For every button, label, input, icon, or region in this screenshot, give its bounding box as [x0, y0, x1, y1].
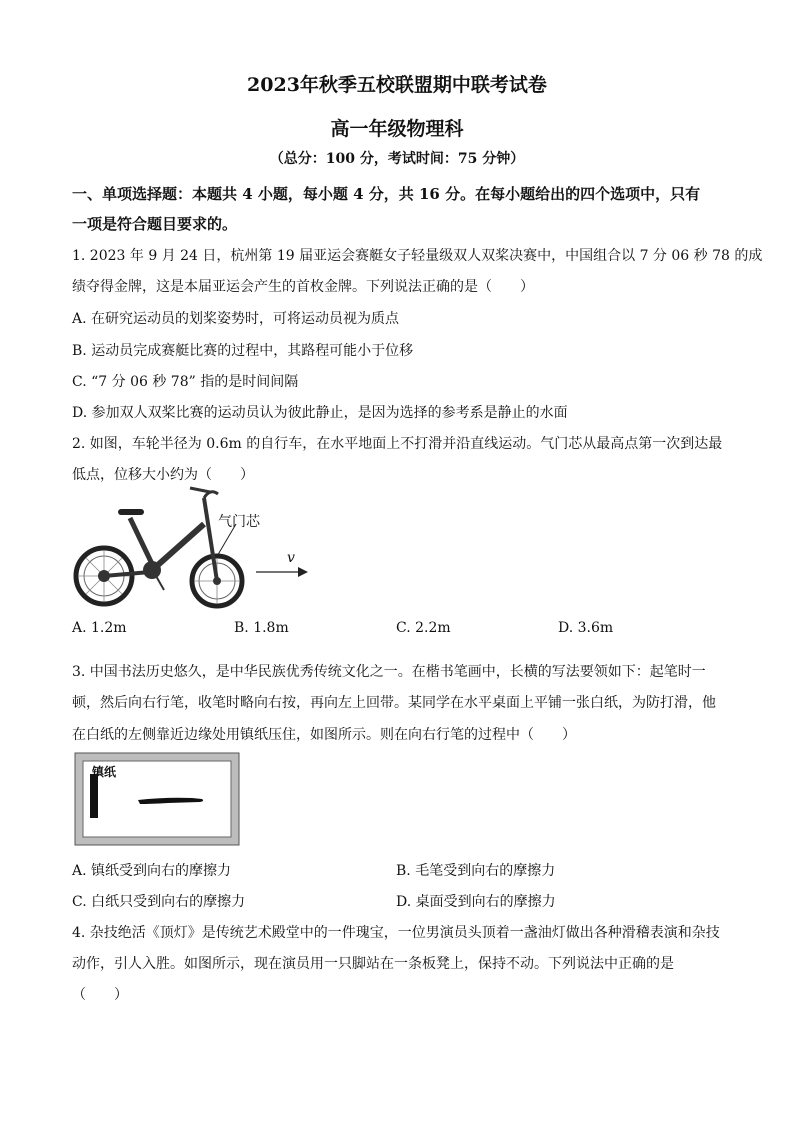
exam-title: 2023年秋季五校联盟期中联考试卷	[247, 74, 547, 96]
valve-pointer-line	[214, 522, 244, 562]
q3-stem-cont2: 在白纸的左侧靠近边缘处用镇纸压住，如图所示。则在向右行笔的过程中（ ）	[72, 727, 576, 743]
velocity-label: v	[287, 550, 295, 566]
section-heading-cont: 一项是符合题目要求的。	[72, 215, 238, 233]
bicycle-frame	[104, 488, 218, 590]
q2-option-b: B. 1.8m	[234, 620, 289, 636]
q1-stem-cont: 绩夺得金牌，这是本届亚运会产生的首枚金牌。下列说法正确的是（ ）	[72, 279, 534, 295]
q1-option-b: B. 运动员完成赛艇比赛的过程中，其路程可能小于位移	[72, 343, 414, 359]
q4-stem-cont2: （ ）	[72, 987, 128, 1003]
section-heading: 一、单项选择题：本题共 4 小题，每小题 4 分，共 16 分。在每小题给出的四个选项中，只有	[72, 185, 701, 203]
q3-stem: 3. 中国书法历史悠久，是中华民族优秀传统文化之一。在楷书笔画中，长横的写法要领如下：起笔时一	[72, 664, 706, 680]
bicycle-figure	[72, 484, 312, 614]
exam-info: （总分：100 分，考试时间：75 分钟）	[269, 151, 525, 167]
q4-stem: 4. 杂技绝活《顶灯》是传统艺术殿堂中的一件瑰宝，一位男演员头顶着一盏油灯做出各种滑稽表演和杂技	[72, 925, 720, 941]
q3-stem-cont: 顿，然后向右行笔，收笔时略向右按，再向左上回带。某同学在水平桌面上平铺一张白纸，为防打滑，他	[72, 695, 716, 711]
paper-weight-label: 镇纸	[92, 765, 117, 779]
exam-subtitle: 高一年级物理科	[330, 118, 464, 140]
q3-option-c: C. 白纸只受到向右的摩擦力	[72, 894, 246, 910]
q2-stem: 2. 如图，车轮半径为 0.6m 的自行车，在水平地面上不打滑并沿直线运动。气门芯从最高点第一次到达最	[72, 436, 723, 452]
q1-stem: 1. 2023 年 9 月 24 日，杭州第 19 届亚运会赛艇女子轻量级双人双桨决赛中，中国组合以 7 分 06 秒 78 的成	[72, 248, 763, 264]
q2-option-c: C. 2.2m	[396, 620, 451, 636]
q3-option-a: A. 镇纸受到向右的摩擦力	[72, 863, 232, 879]
q3-option-b: B. 毛笔受到向右的摩擦力	[396, 863, 556, 879]
q1-option-c: C. “7 分 06 秒 78” 指的是时间间隔	[72, 374, 299, 390]
valve-core-label: 气门芯	[218, 514, 260, 530]
q3-option-d: D. 桌面受到向右的摩擦力	[396, 894, 556, 910]
velocity-arrow	[256, 565, 308, 579]
q4-stem-cont: 动作，引人入胜。如图所示，现在演员用一只脚站在一条板凳上，保持不动。下列说法中正确的是	[72, 956, 674, 972]
q2-option-a: A. 1.2m	[72, 620, 127, 636]
q2-option-d: D. 3.6m	[558, 620, 614, 636]
q1-option-a: A. 在研究运动员的划桨姿势时，可将运动员视为质点	[72, 311, 400, 327]
q1-option-d: D. 参加双人双桨比赛的运动员认为彼此静止，是因为选择的参考系是静止的水面	[72, 405, 568, 421]
q2-stem-cont: 低点，位移大小约为（ ）	[72, 467, 254, 483]
